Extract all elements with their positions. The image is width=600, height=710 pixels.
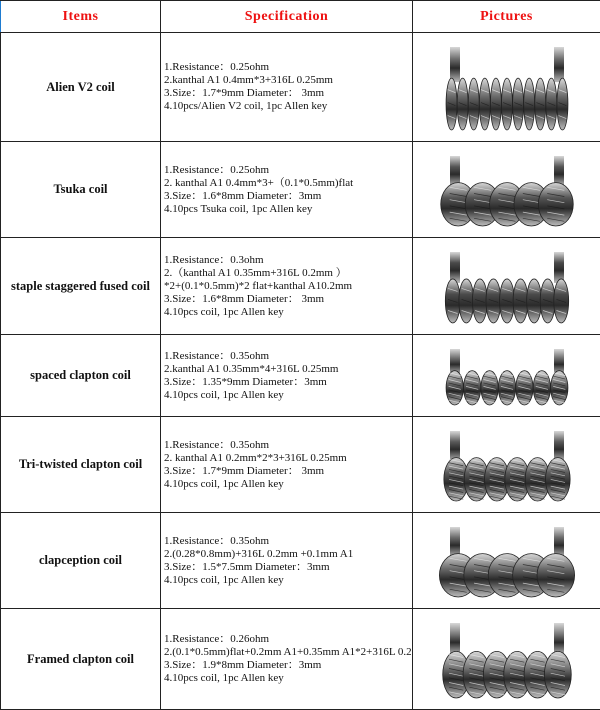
coil-specification [161,335,413,417]
spec-line: 4.10pcs coil, 1pc Allen key [164,305,284,318]
coil-name: Alien V2 coil [1,33,161,142]
spec-line: 2.(0.28*0.8mm)+316L 0.2mm +0.1mm A1 [164,547,354,560]
spec-line: 3.Size：1.7*9mm Diameter： 3mm [164,87,325,99]
coil-specification [161,142,413,238]
header-pictures: Pictures [413,1,600,33]
coil-leg-right [554,156,564,187]
spec-line: 4.10pcs coil, 1pc Allen key [164,477,284,490]
coil-photo [432,341,582,411]
coil-picture-cell [413,417,600,513]
header-specification: Specification [161,1,413,33]
coil-specification [161,609,413,710]
spec-line: 4.10pcs/Alien V2 coil, 1pc Allen key [164,100,328,112]
spec-line: 4.10pcs coil, 1pc Allen key [164,573,284,586]
spec-line: 2.kanthal A1 0.4mm*3+316L 0.25mm [164,74,333,86]
spec-line: 3.Size：1.7*9mm Diameter： 3mm [164,464,325,477]
coil-photo [432,244,582,329]
spec-line: 3.Size：1.5*7.5mm Diameter：3mm [164,560,330,573]
coil-photo [432,148,582,232]
coil-picture-cell [413,335,600,417]
coil-row [1,33,600,142]
coil-specification [161,417,413,513]
coil-row [1,417,600,513]
coil-leg-right [554,252,564,283]
spec-line: 1.Resistance：0.25ohm [164,163,270,176]
spec-line: 1.Resistance：0.35ohm [164,534,270,547]
coil-name: spaced clapton coil [1,335,161,417]
coil-name: clapception coil [1,513,161,609]
spec-line: 4.10pcs coil, 1pc Allen key [164,388,284,401]
coil-leg-right [554,431,564,462]
coil-photo [432,423,582,507]
spec-line: 3.Size：1.6*8mm Diameter： 3mm [164,292,325,305]
coil-row [1,238,600,335]
coil-leg-right [554,623,564,655]
spec-line: 1.Resistance：0.35ohm [164,349,270,362]
coil-specification [161,513,413,609]
spec-line: 3.Size：1.6*8mm Diameter：3mm [164,189,322,202]
coil-photo [432,519,582,603]
spec-line: 3.Size：1.9*8mm Diameter：3mm [164,659,322,671]
coil-leg-left [450,431,460,462]
coil-specification [161,33,413,142]
header-items: Items [1,1,161,33]
spec-line: 2. kanthal A1 0.2mm*2*3+316L 0.25mm [164,451,347,464]
coil-row [1,142,600,238]
coil-row [1,609,600,710]
coil-name: Tri-twisted clapton coil [1,417,161,513]
spec-line: 1.Resistance：0.35ohm [164,438,270,451]
coil-picture-cell [413,609,600,710]
coil-row [1,335,600,417]
coil-name: Framed clapton coil [1,609,161,710]
coil-picture-cell [413,238,600,335]
spec-line: 1.Resistance：0.26ohm [164,633,270,645]
coil-name: Tsuka coil [1,142,161,238]
coil-leg-left [450,252,460,283]
spec-line: 4.10pcs Tsuka coil, 1pc Allen key [164,202,313,215]
spec-line: 3.Size：1.35*9mm Diameter：3mm [164,375,327,388]
coil-leg-right [554,47,564,82]
spec-line: *2+(0.1*0.5mm)*2 flat+kanthal A10.2mm [164,279,353,292]
spec-line: 2.(0.1*0.5mm)flat+0.2mm A1+0.35mm A1*2+316L 0.2 [164,646,412,658]
coil-picture-cell [413,513,600,609]
header-row [1,1,600,33]
coil-picture-cell [413,33,600,142]
spec-line: 2.kanthal A1 0.35mm*4+316L 0.25mm [164,362,339,375]
coil-specification [161,238,413,335]
spec-line: 1.Resistance：0.25ohm [164,61,270,73]
coil-name: staple staggered fused coil [1,238,161,335]
coil-photo [432,39,582,136]
coil-photo [432,615,582,704]
coil-picture-cell [413,142,600,238]
spec-line: 2. kanthal A1 0.4mm*3+（0.1*0.5mm)flat [164,176,354,189]
coil-leg-right [554,527,564,558]
coil-leg-left [450,47,460,82]
coil-leg-left [450,527,460,558]
coil-leg-left [450,623,460,655]
spec-line: 1.Resistance：0.3ohm [164,253,264,266]
spec-line: 2.（kanthal A1 0.35mm+316L 0.2mm ） [164,266,347,279]
spec-line: 4.10pcs coil, 1pc Allen key [164,672,284,684]
coil-row [1,513,600,609]
coil-leg-left [450,156,460,187]
